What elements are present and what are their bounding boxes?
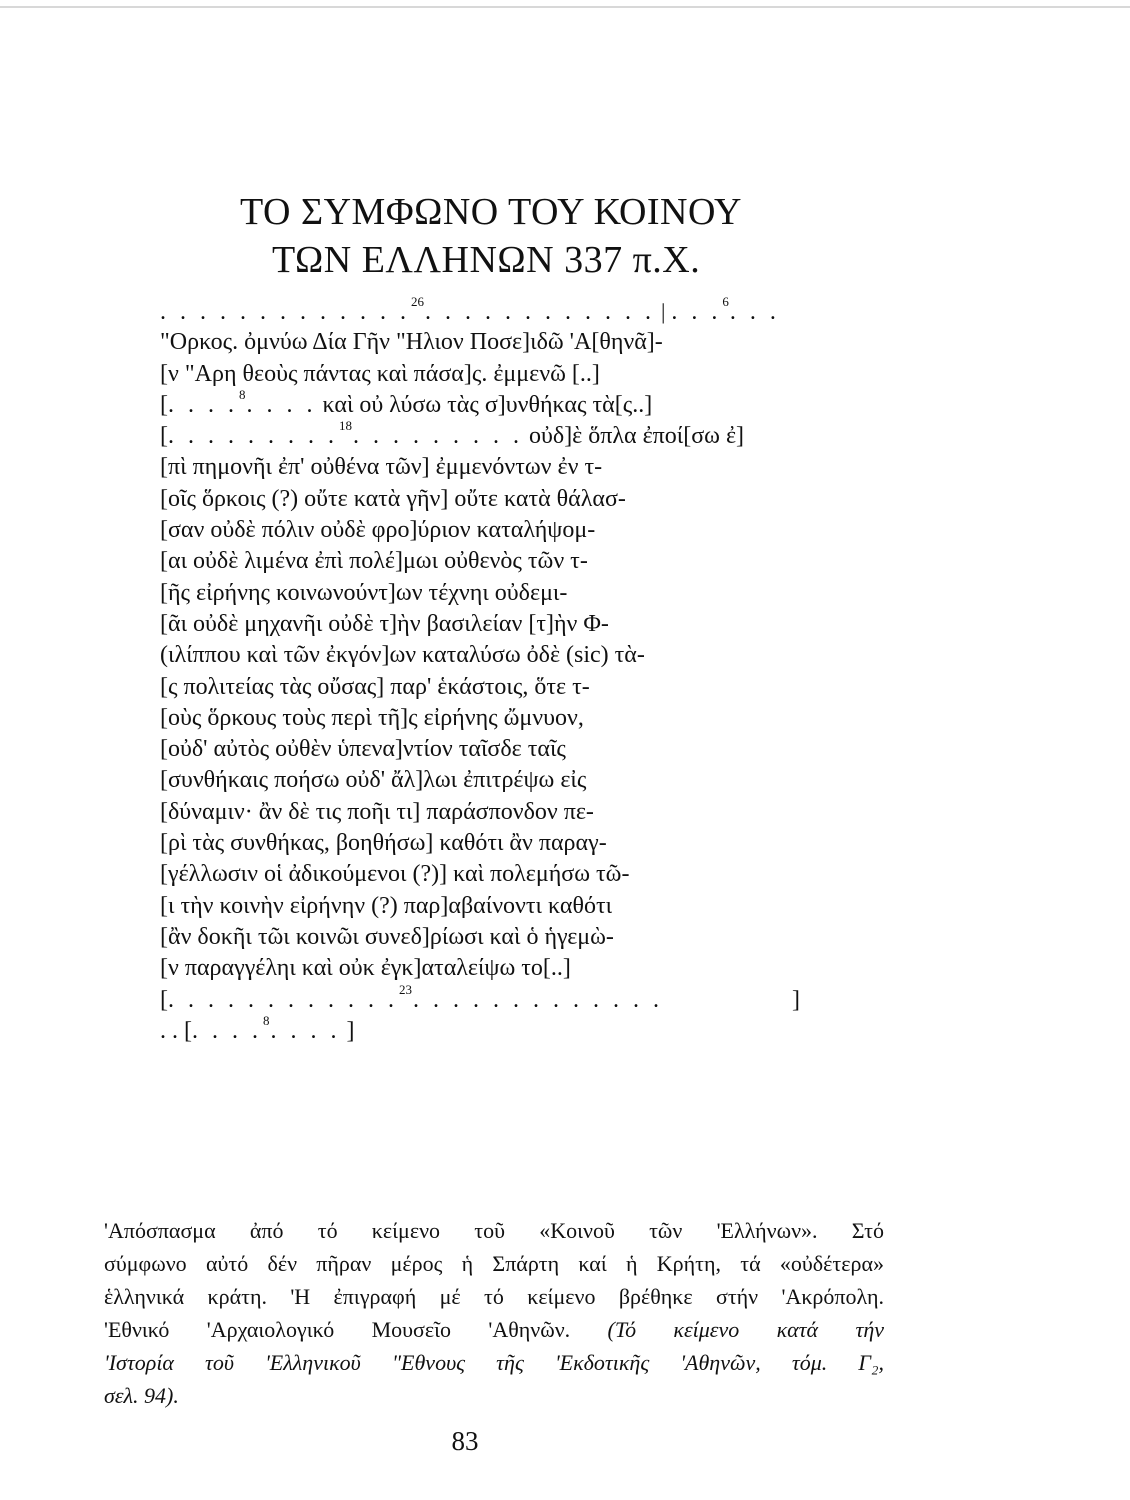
caption-line: 'Απόσπασμα ἀπό τό κείμενο τοῦ «Κοινοῦ τῶν 'Ελλήνων». Στό xyxy=(104,1218,884,1243)
letter-count: 23 xyxy=(399,981,412,997)
lacuna-dots: . . . . xyxy=(270,1017,341,1044)
inscription-text xyxy=(160,296,820,1047)
lacuna-dots: . . . xyxy=(671,299,722,325)
page-number: 83 xyxy=(451,1426,479,1456)
caption-line xyxy=(104,1313,884,1346)
inscription-header-row xyxy=(160,296,820,327)
lacuna-dots: . . . . . . . . . . . . . xyxy=(413,986,663,1013)
letter-count: 18 xyxy=(339,418,352,434)
top-edge-rule xyxy=(0,6,1130,8)
lacuna-dots: . . . . . . . . . xyxy=(353,423,523,450)
inscription-line: [ᾶι οὐδὲ μηχανῆι οὐδὲ τ]ὴν βασιλείαν [τ]ὴν Φ- xyxy=(160,610,609,637)
lacuna-dots: . . . . . . . . . . . . xyxy=(425,299,655,325)
bracket-open: [ xyxy=(160,986,168,1013)
inscription-line xyxy=(160,386,820,421)
inscription-line: (ιλίππου καὶ τῶν ἐκγόν]ων καταλύσω ὀδὲ (sic) τὰ- xyxy=(160,642,645,669)
inscription-line xyxy=(160,418,820,452)
inscription-line: [δύναμιν· ἂν δὲ τις ποῆι τι] παράσπονδον πε- xyxy=(160,798,594,825)
inscription-line: [ἂν δοκῆι τῶι κοινῶι συνεδ]ρίωσι καὶ ὁ ἡγεμὼ- xyxy=(160,923,614,950)
column-divider: | xyxy=(661,299,666,324)
inscription-line: [πὶ πημονῆι ἐπ' οὐθένα τῶν] ἐμμενόντων ἐν τ- xyxy=(160,454,603,481)
letter-count: 26 xyxy=(411,294,424,309)
bracket-open: [ xyxy=(160,423,168,450)
bracket-close: ] xyxy=(346,1017,355,1044)
caption-line: 'Ιστορία τοῦ 'Ελληνικοῦ "Εθνους τῆς 'Εκδοτικῆς 'Αθηνῶν, τόμ. Γ₂, xyxy=(104,1350,884,1375)
inscription-line: [οῖς ὅρκοις (?) οὔτε κατὰ γῆν] οὔτε κατὰ θάλασ- xyxy=(160,485,626,512)
bracket-open: . . [ xyxy=(160,1017,192,1044)
inscription-line-text: καὶ οὐ λύσω τὰς σ]υνθήκας τὰ[ς..] xyxy=(322,391,653,418)
caption-line: ἑλληνικά κράτη. 'Η ἐπιγραφή μέ τό κείμενο βρέθηκε στήν 'Ακρόπολη. xyxy=(104,1284,884,1309)
inscription-line: [γέλλωσιν οἱ ἀδικούμενοι (?)] καὶ πολεμήσω τῶ- xyxy=(160,861,630,888)
inscription-line: [ς πολιτείας τὰς οὔσας] παρ' ἑκάστοις, ὅτε τ- xyxy=(160,673,590,700)
lacuna-dots: . . . . . . . . . . . . . xyxy=(160,299,410,325)
inscription-line: [ι τὴν κοινὴν εἰρήνην (?) παρ]αβαίνοντι καθότι xyxy=(160,892,613,919)
inscription-line: [συνθήκαις ποήσω οὐδ' ἄλ]λωι ἐπιτρέψω εἰς xyxy=(160,767,587,794)
inscription-line: [ῆς εἰρήνης κοινωνούντ]ων τέχνηι οὐδεμι- xyxy=(160,579,568,606)
caption-line: σελ. 94). xyxy=(104,1383,179,1408)
inscription-line: [σαν οὐδὲ πόλιν οὐδὲ φρο]ύριον καταλήψομ- xyxy=(160,517,596,544)
figure-caption xyxy=(104,1214,884,1412)
inscription-line: [ν "Αρη θεοὺς πάντας καὶ πάσα]ς. ἐμμενῶ [..] xyxy=(160,360,600,387)
caption-source-italic: (Τό κείμενο κατά τήν xyxy=(607,1317,884,1342)
inscription-line xyxy=(160,981,820,1016)
lacuna-dots: . . . . xyxy=(246,391,317,418)
lacuna-dots: . . . . xyxy=(192,1017,262,1044)
inscription-line: [ρὶ τὰς συνθήκας, βοηθήσω] καθότι ἂν παραγ- xyxy=(160,830,607,857)
bracket-open: [ xyxy=(160,391,168,418)
lacuna-dots: . . . . . . . . . . . . xyxy=(168,986,398,1013)
inscription-line: "Ορκος. ὀμνύω Δία Γῆν "Ηλιον Ποσε]ιδῶ 'Α[θηνᾶ]- xyxy=(160,329,663,356)
letter-count: 8 xyxy=(239,386,246,402)
inscription-line: [αι οὐδὲ λιμένα ἐπὶ πολέ]μωι οὐθενὸς τῶν τ- xyxy=(160,548,588,575)
caption-line: σύμφωνο αὐτό δέν πῆραν μέρος ἡ Σπάρτη καί ἡ Κρήτη, τά «οὐδέτερα» xyxy=(104,1251,884,1276)
inscription-line-text: οὐδ]ὲ ὅπλα ἐποί[σω ἐ] xyxy=(529,423,745,450)
inscription-line: [οὐδ' αὐτὸς οὐθὲν ὑπενα]ντίον ταῖσδε ταῖς xyxy=(160,736,566,763)
title-line-2: ΤΩΝ ΕΛΛΗΝΩΝ 337 π.Χ. xyxy=(272,239,701,281)
lacuna-dots: . . . . xyxy=(168,391,238,418)
page-title xyxy=(240,188,760,284)
inscription-line xyxy=(160,1012,820,1047)
caption-line-text: 'Εθνικό 'Αρχαιολογικό Μουσεῖο 'Αθηνῶν. xyxy=(104,1317,571,1342)
letter-count: 8 xyxy=(263,1012,270,1028)
inscription-line: [ν παραγγέληι καὶ οὐκ ἐγκ]αταλείψω το[..] xyxy=(160,955,571,982)
lacuna-dots: . . . . . . . . . xyxy=(168,423,338,450)
inscription-line: [οὺς ὅρκους τοὺς περὶ τῆ]ς εἰρήνης ὤμνυον, xyxy=(160,704,584,731)
bracket-close: ] xyxy=(792,986,800,1013)
lacuna-dots: . . . xyxy=(729,299,780,325)
title-line-1: ΤΟ ΣΥΜΦΩΝΟ ΤΟΥ ΚΟΙΝΟΥ xyxy=(240,191,742,233)
letter-count: 6 xyxy=(722,294,729,309)
